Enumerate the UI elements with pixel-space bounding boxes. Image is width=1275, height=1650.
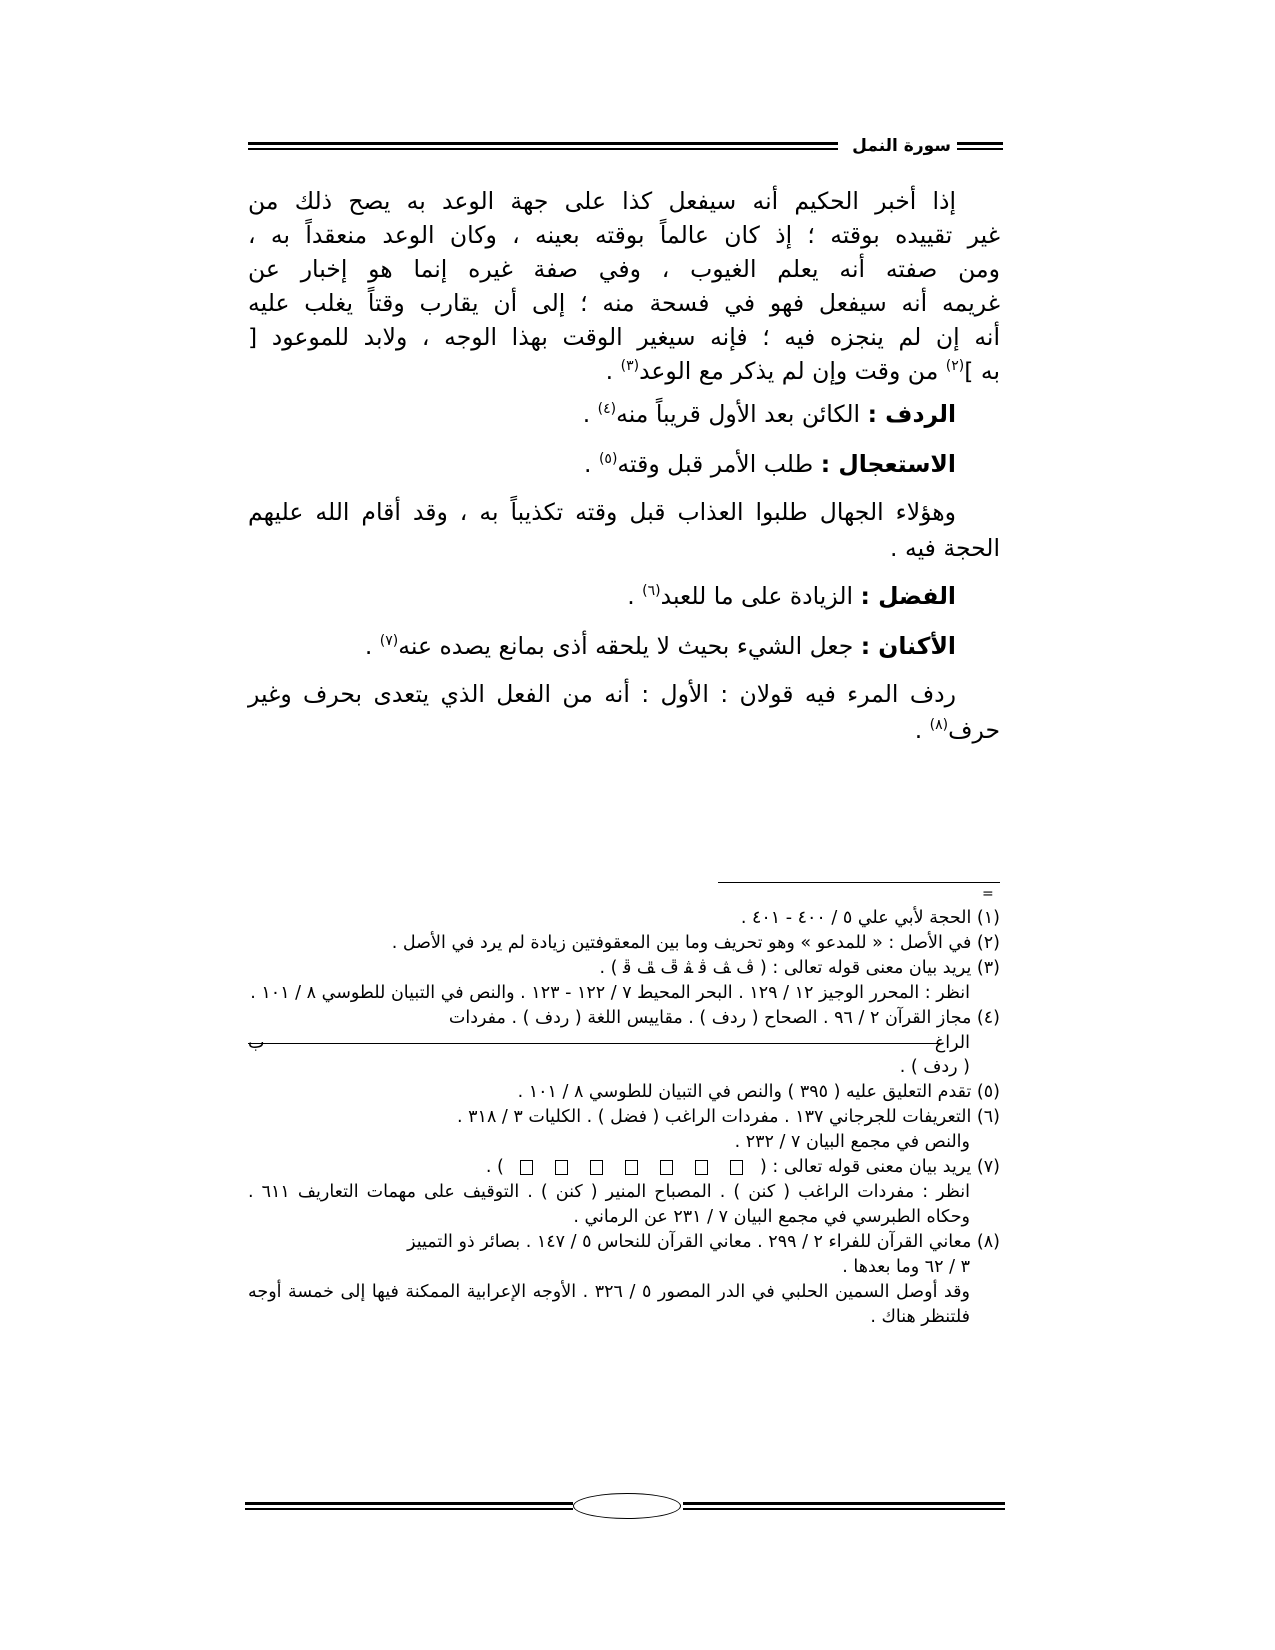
paragraph-end: . xyxy=(914,716,930,744)
footnote-5: (٥) تقدم التعليق عليه ( ٣٩٥ ) والنص في التبيان للطوسي ٨ / ١٠١ . xyxy=(517,1082,1000,1102)
definition-text: الكائن بعد الأول قريباً منه xyxy=(616,400,868,428)
definition-end: . xyxy=(582,400,598,428)
definition-fadl xyxy=(248,576,1000,616)
footnote-6: (٦) التعريفات للجرجاني ١٣٧ . مفردات الراغب ( فضل ) . الكليات ٣ / ٣١٨ . xyxy=(457,1107,1000,1127)
definition-text: الزيادة على ما للعبد xyxy=(660,582,861,610)
definition-end: . xyxy=(364,632,380,660)
intro-line-3: ومن صفته أنه يعلم الغيوب ، وفي صفة غيره إنما هو إخبار عن xyxy=(248,255,1000,283)
footnote-8: (٨) معاني القرآن للفراء ٢ / ٢٩٩ . معاني القرآن للنحاس ٥ / ١٤٧ . بصائر ذو التمييز xyxy=(407,1232,1000,1252)
intro-last-b: من وقت وإن لم يذكر مع الوعد xyxy=(639,357,946,385)
missing-glyph-icon xyxy=(730,1160,743,1175)
footnote-separator xyxy=(718,882,1000,883)
term-aknan: الأكنان : xyxy=(860,632,956,660)
footnotes xyxy=(248,906,1000,1330)
missing-glyph-icon xyxy=(660,1160,673,1175)
header-rule-right xyxy=(957,142,1003,150)
footnote-2: (٢) في الأصل : « للمدعو » وهو تحريف وما بين المعقوفتين زيادة لم يرد في الأصل . xyxy=(391,933,1000,953)
footnote-ref-6[interactable]: (٦) xyxy=(642,583,661,600)
footnote-ref-5[interactable]: (٥) xyxy=(598,451,618,468)
definition-text: جعل الشيء بحيث لا يلحقه أذى بمانع يصده عنه xyxy=(398,632,861,660)
kashida-stretch xyxy=(248,1043,940,1044)
footnote-8-note: وقد أوصل السمين الحلبي في الدر المصور ٥ / ٣٢٦ . الأوجه الإعرابية الممكنة فيها إلى خمسة أوجه فلتنظر هناك . xyxy=(248,1282,970,1327)
footer-rule-left xyxy=(245,1502,573,1510)
footnote-ref-7[interactable]: (٧) xyxy=(379,633,399,650)
footnote-7-start: (٧) يريد بيان معنى قوله تعالى : ( xyxy=(759,1157,1000,1177)
footnote-8-sources: ٣ / ٦٢ وما بعدها . xyxy=(842,1257,970,1277)
surah-title: سورة النمل xyxy=(852,136,951,156)
footnote-4-word-start: الراغ xyxy=(934,1033,970,1053)
definition-text: طلب الأمر قبل وقته xyxy=(617,450,821,478)
page-footer xyxy=(245,1492,1005,1520)
missing-glyph-icon xyxy=(555,1160,568,1175)
footnote-ref-8[interactable]: (٨) xyxy=(929,717,949,734)
definition-radif xyxy=(248,394,1000,434)
footnote-4: (٤) مجاز القرآن ٢ / ٩٦ . الصحاح ( ردف ) . مقاييس اللغة ( ردف ) . مفردات xyxy=(448,1008,1000,1028)
missing-glyph-icon xyxy=(625,1160,638,1175)
intro-last-c: . xyxy=(605,357,621,385)
intro-last-a: به ] xyxy=(964,357,1000,385)
footnote-4-word-end: ب xyxy=(248,1033,265,1053)
definition-aknan xyxy=(248,626,1000,666)
paragraph-radif-qawlan xyxy=(248,676,1000,748)
footnote-7 xyxy=(248,1155,1000,1180)
footnote-7-sources: انظر : مفردات الراغب ( كنن ) . المصباح المنير ( كنن ) . التوقيف على مهمات التعاريف ٦١١ . وحكاه الطبرسي في مجمع البيان ٧ / ٢٣١ عن الرماني . xyxy=(248,1182,970,1227)
footer-rule-right xyxy=(683,1502,1005,1510)
page-header xyxy=(248,132,1003,160)
term-fadl: الفضل : xyxy=(860,582,956,610)
intro-line-2: غير تقييده بوقته ؛ إذ كان عالماً بوقته بعينه ، وكان الوعد منعقداً به ، xyxy=(248,221,1000,249)
missing-glyph-icon xyxy=(520,1160,533,1175)
intro-line-1: إذا أخبر الحكيم أنه سيفعل كذا على جهة الوعد به يصح ذلك من xyxy=(248,187,956,215)
footnote-3: (٣) يريد بيان معنى قوله تعالى : ( ﭪ ﭫ ﭬ ﭭ ﭮ ﭯ ﭰ ) . xyxy=(599,958,1000,978)
footnote-7-end: ) . xyxy=(485,1157,504,1177)
footnote-3-sources: انظر : المحرر الوجيز ١٢ / ١٢٩ . البحر المحيط ٧ / ١٢٢ - ١٢٣ . والنص في التبيان للطوسي ٨ / ١٠١ . xyxy=(250,983,970,1003)
intro-line-5: أنه إن لم ينجزه فيه ؛ فإنه سيغير الوقت بهذا الوجه ، ولابد للموعود [ xyxy=(248,323,1000,351)
paragraph-juhhal: وهؤلاء الجهال طلبوا العذاب قبل وقته تكذيباً به ، وقد أقام الله عليهم الحجة فيه . xyxy=(248,498,1000,562)
continuation-mark: = xyxy=(982,886,994,902)
definition-istijal xyxy=(248,444,1000,484)
footnote-ref-3[interactable]: (٣) xyxy=(620,358,640,375)
definition-end: . xyxy=(583,450,599,478)
term-istijal: الاستعجال : xyxy=(820,450,956,478)
missing-glyph-icon xyxy=(590,1160,603,1175)
intro-line-6 xyxy=(248,354,1000,388)
page-number-oval xyxy=(573,1493,681,1519)
footnote-4-continuation xyxy=(248,1031,1000,1055)
footnote-6-sources: والنص في مجمع البيان ٧ / ٢٣٢ . xyxy=(734,1132,970,1152)
footnote-1: (١) الحجة لأبي علي ٥ / ٤٠٠ - ٤٠١ . xyxy=(740,908,1000,928)
header-rule-left xyxy=(248,142,838,150)
paragraph-text: ردف المرء فيه قولان : الأول : أنه من الفعل الذي يتعدى بحرف وغير حرف xyxy=(248,680,1000,744)
intro-paragraph xyxy=(248,184,1000,388)
footnote-ref-4[interactable]: (٤) xyxy=(597,401,617,418)
intro-line-4: غريمه أنه سيفعل فهو في فسحة منه ؛ إلى أن يقارب وقتاً يغلب عليه xyxy=(248,289,1000,317)
term-radif: الردف : xyxy=(867,400,956,428)
main-text xyxy=(248,184,1000,758)
footnote-ref-2[interactable]: (٢) xyxy=(945,358,965,375)
footnote-4-end: ( ردف ) . xyxy=(899,1057,970,1077)
missing-glyph-icon xyxy=(695,1160,708,1175)
definition-end: . xyxy=(627,582,643,610)
